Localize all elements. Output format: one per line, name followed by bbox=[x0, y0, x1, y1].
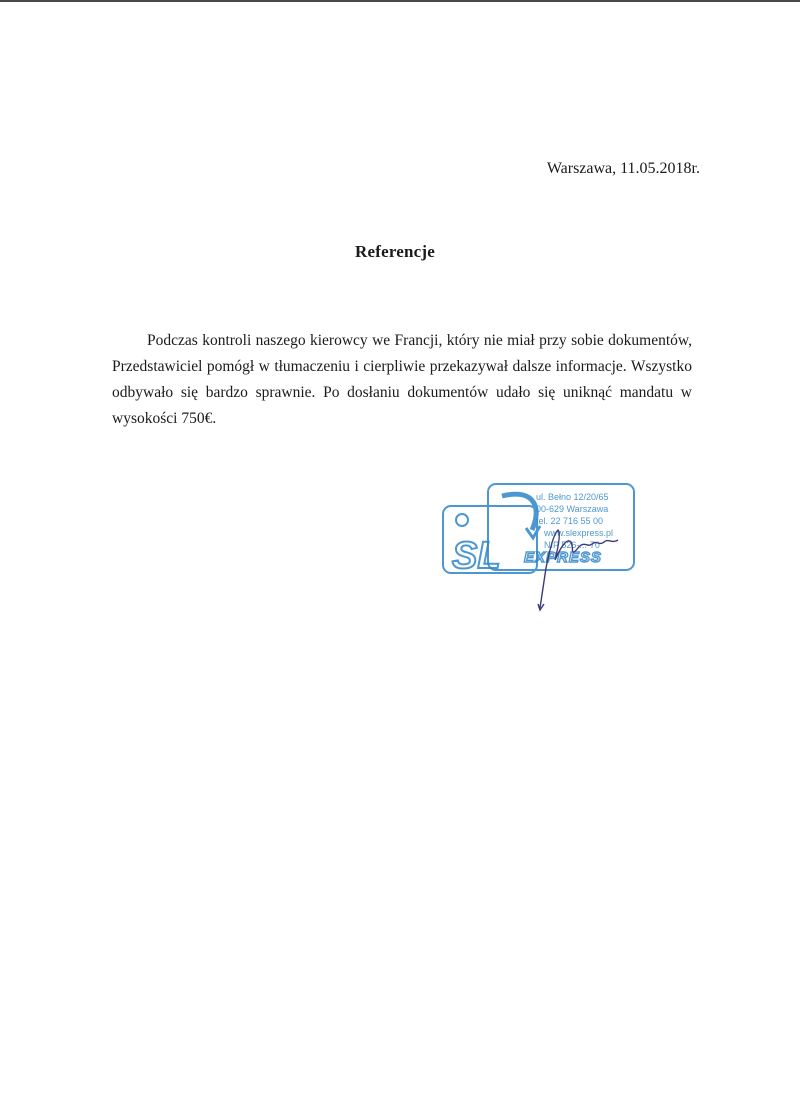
registered-mark-icon bbox=[456, 514, 468, 526]
stamp-address-line: www.slexpress.pl bbox=[544, 528, 614, 538]
stamp-address-line: 00-629 Warszawa bbox=[536, 504, 609, 514]
stamp-logo-text: SL bbox=[452, 535, 501, 577]
document-title: Referencje bbox=[354, 242, 436, 261]
stamp-address-line: NIP 526-...-70 bbox=[544, 540, 600, 550]
company-stamp bbox=[440, 478, 640, 618]
stamp-address-line: ul. Bełno 12/20/65 bbox=[536, 492, 609, 502]
place-date: Warszawa, 11.05.2018r. bbox=[546, 160, 700, 177]
page-top-edge bbox=[0, 0, 800, 2]
arrow-swoosh-icon bbox=[502, 494, 536, 530]
stamp-address-line: tel. 22 716 55 00 bbox=[536, 516, 604, 526]
stamp-brand-text: EXPRESS bbox=[524, 549, 602, 566]
body-paragraph: Podczas kontroli naszego kierowcy we Francji, który nie miał przy sobie dokumentów, Przedstawiciel pomógł w tłumaczeniu i cierpliwie przekazywał dalsze informacje. Wszystko odbywało się bardzo sprawnie. Po dosłaniu dokumentów udało się uniknąć mandatu w wysokości 750€. bbox=[112, 332, 692, 427]
